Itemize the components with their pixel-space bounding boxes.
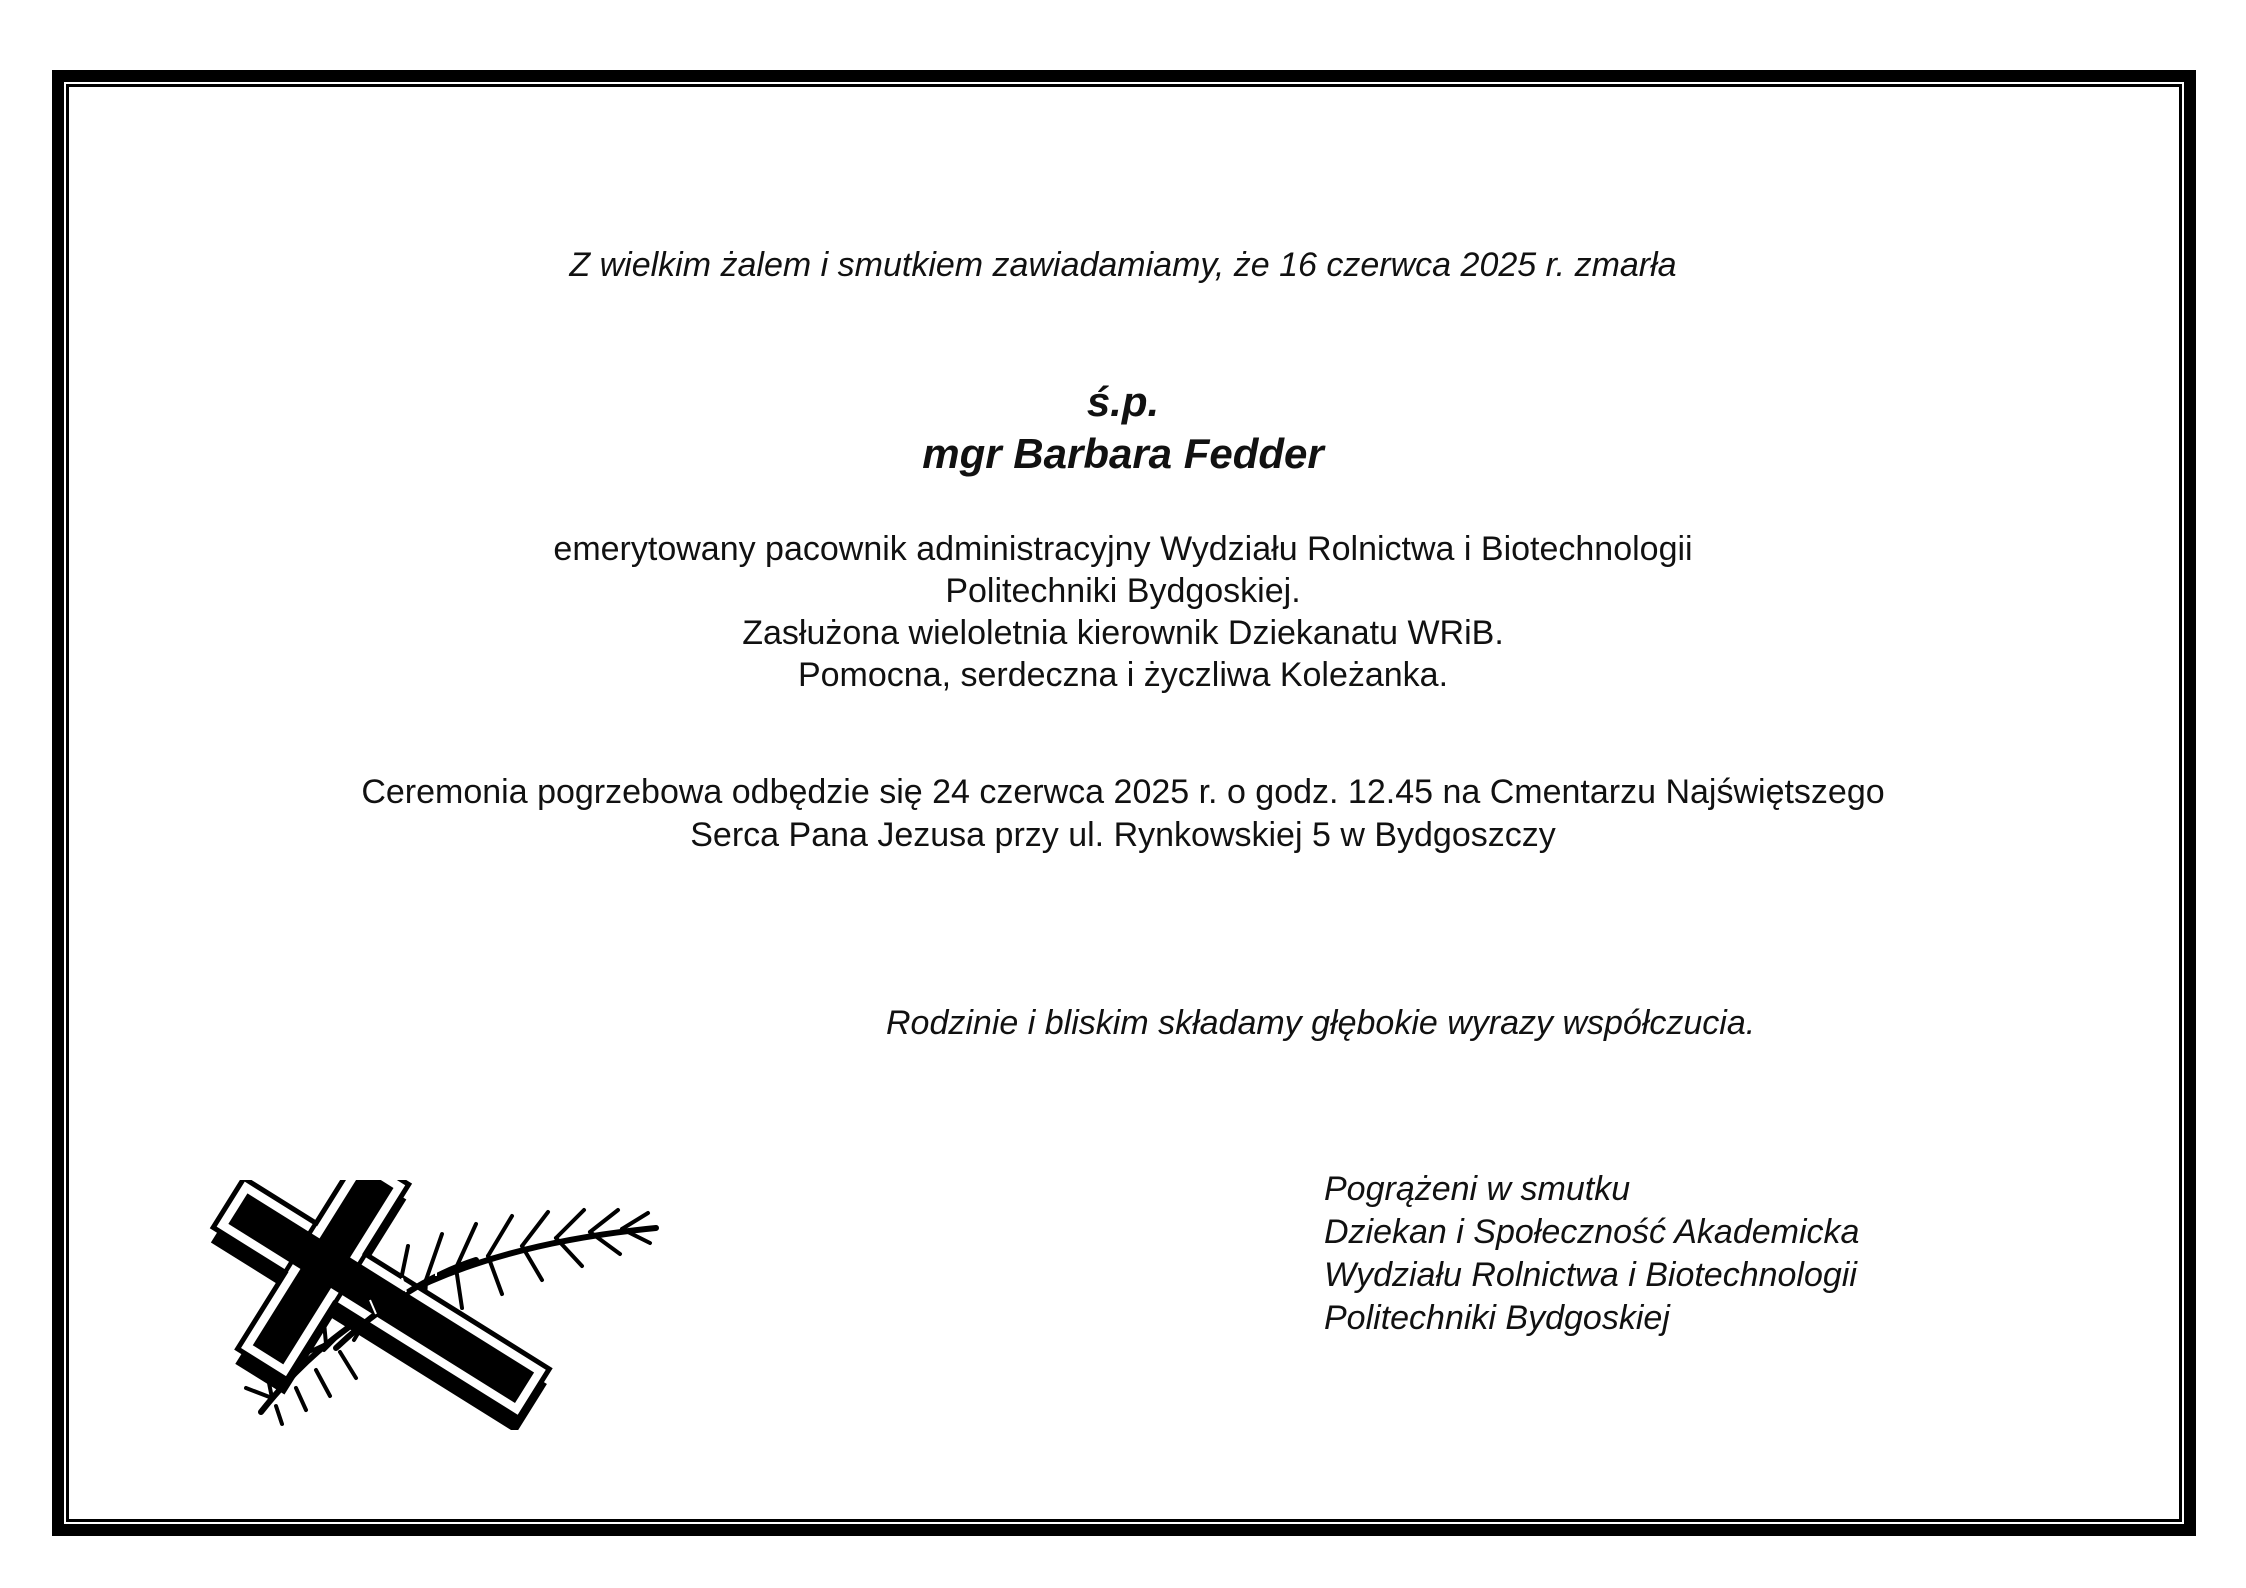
bio-line: Pomocna, serdeczna i życzliwa Koleżanka. [797, 656, 1449, 694]
signature-line: Politechniki Bydgoskiej [1324, 1299, 1670, 1337]
signature-line: Wydziału Rolnictwa i Biotechnologii [1324, 1256, 1857, 1294]
bio-line: Politechniki Bydgoskiej. [945, 572, 1301, 610]
condolence-text: Rodzinie i bliskim składamy głębokie wyrazy współczucia. [886, 1004, 1756, 1042]
bio-line: emerytowany pacownik administracyjny Wydziału Rolnictwa i Biotechnologii [553, 530, 1693, 568]
intro-text: Z wielkim żalem i smutkiem zawiadamiamy, że 16 czerwca 2025 r. zmarła [569, 246, 1677, 284]
ceremony-line: Serca Pana Jezusa przy ul. Rynkowskiej 5 w Bydgoszczy [690, 816, 1556, 854]
ceremony-line: Ceremonia pogrzebowa odbędzie się 24 czerwca 2025 r. o godz. 12.45 na Cmentarzu Najświętszego [361, 773, 1885, 811]
bio-line: Zasłużona wieloletnia kierownik Dziekanatu WRiB. [742, 614, 1504, 652]
signature-block [1324, 1168, 1859, 1340]
deceased-name: mgr Barbara Fedder [922, 430, 1324, 477]
honorific: ś.p. [1086, 378, 1160, 425]
signature-line: Pogrążeni w smutku [1324, 1170, 1631, 1208]
signature-line: Dziekan i Społeczność Akademicka [1324, 1213, 1860, 1251]
cross-with-palm-branch-icon [176, 1180, 676, 1430]
